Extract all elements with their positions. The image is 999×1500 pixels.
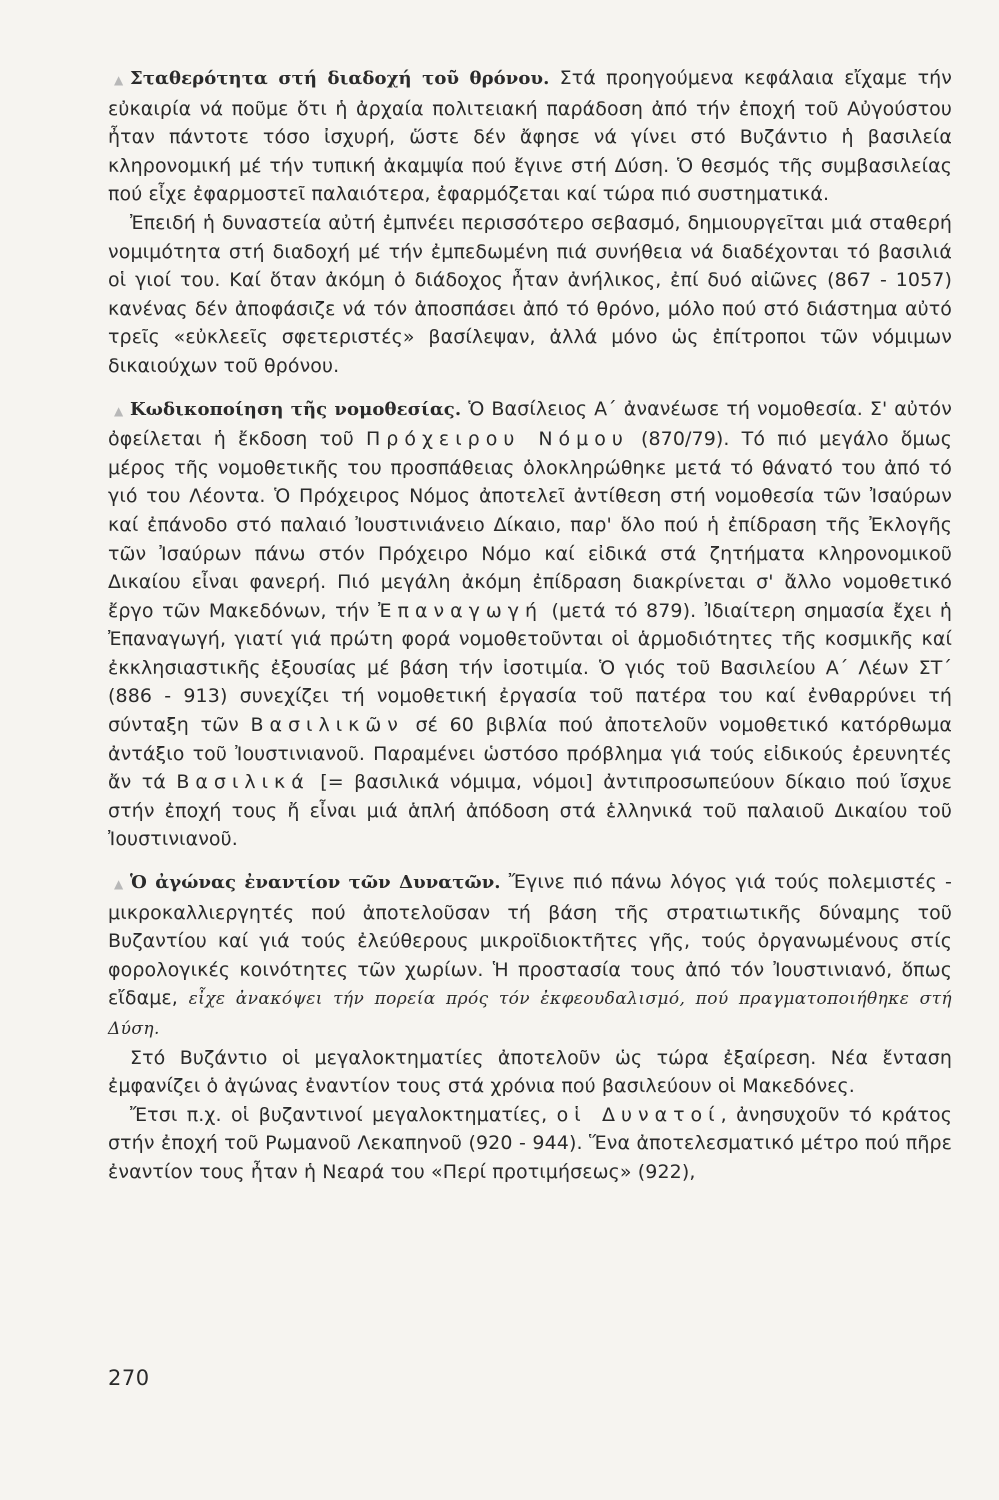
triangle-marker-icon: ▲ xyxy=(114,877,124,892)
triangle-marker-icon: ▲ xyxy=(114,403,124,418)
section-dynatoi xyxy=(108,868,952,1044)
triangle-marker-icon: ▲ xyxy=(114,73,124,87)
section-succession xyxy=(108,64,952,209)
text-legislation-4: σέ 60 βιβλία πού ἀποτελοῦν νομοθετικό κατόρθωμα ἀντάξιο τοῦ Ἰουστινιανοῦ. Παραμένει ὡστόσο πρόβλημα γιά τούς εἰδικούς ἐρευνητές ἄν τά xyxy=(108,714,952,794)
text-succession-1: Στά προηγούμενα κεφάλαια εἴχαμε τήν εὐκαιρία νά ποῦμε ὅτι ἡ ἀρχαία πολιτειακή παράδοση ἀπό τήν ἐποχή τοῦ Αὐγούστου ἦταν πάντοτε τόσο ἰσχυρή, ὥστε δέν ἄφησε νά γίνει στό Βυζάντιο ἡ βασιλεία κληρονομική μέ τήν τυπική ἀκαμψία πού ἔγινε στή Δύση. Ὁ θεσμός τῆς συμβασιλείας πού εἶχε ἐφαρμοστεῖ παλαιότερα, ἐφαρμόζεται καί τώρα πιό συστηματικά. xyxy=(108,67,952,206)
text-legislation-2: (870/79). Τό πιό μεγάλο ὅμως μέρος τῆς νομοθετικῆς του προσπάθειας ὁλοκληρώθηκε μετά τό θάνατό του ἀπό τό γιό του Λέοντα. Ὁ Πρόχειρος Νόμος ἀποτελεῖ ἀντίθεση στή νομοθεσία τῶν Ἰσαύρων καί ἐπάνοδο στό παλαιό Ἰουστινιάνειο Δίκαιο, παρ' ὅλο πού ἡ ἐπίδραση τῆς Ἐκλογῆς τῶν Ἰσαύρων πάνω στόν Πρόχειρο Νόμο καί εἰδικά στά ζητήματα κληρονομικοῦ Δικαίου εἶναι φανερή. Πιό μεγάλη ἀκόμη ἐπίδραση διακρίνεται σ' ἄλλο νομοθετικό ἔργο τῶν Μακεδόνων, τήν xyxy=(108,428,952,622)
paragraph-dynasty: Ἐπειδή ἡ δυναστεία αὐτή ἐμπνέει περισσότερο σεβασμό, δημιουργεῖται μιά σταθερή νομιμότητα στή διαδοχή μέ τήν ἐμπεδωμένη πιά συνήθεια νά διαδέχονται τό βασιλιά οἱ γιοί του. Καί ὅταν ἀκόμη ὁ διάδοχος ἦταν ἀνήλικος, ἐπί δυό αἰῶνες (867 - 1057) κανένας δέν ἀποφάσιζε νά τόν ἀποσπάσει ἀπό τό θρόνο, μόλο πού στό διάστημα αὐτό τρεῖς «εὐκλεεῖς σφετεριστές» βασίλεψαν, ἀλλά μόνο ὡς ἐπίτροποι τῶν νόμιμων δικαιούχων τοῦ θρόνου. xyxy=(108,211,952,377)
paragraph-landowners: Στό Βυζάντιο οἱ μεγαλοκτηματίες ἀποτελοῦν ὡς τώρα ἐξαίρεση. Νέα ἔνταση ἐμφανίζει ὁ ἀγώνας ἐναντίον τους στά χρόνια πού βασιλεύουν οἱ Μακεδόνες. xyxy=(108,1046,952,1098)
text-legislation-1: Ὁ Βασίλειος Α΄ ἀνανέωσε τή νομοθεσία. Σ' αὐτόν ὀφείλεται ἡ ἔκδοση τοῦ xyxy=(108,397,952,451)
page-number: 270 xyxy=(108,1366,150,1390)
term-epanagoge: Ἐπαναγωγή xyxy=(378,599,544,622)
heading-dynatoi: Ὁ ἀγώνας ἐναντίον τῶν Δυνατῶν. xyxy=(130,872,501,894)
page-body xyxy=(108,64,952,1187)
term-basilika-2: Βασιλικά xyxy=(176,771,310,794)
text-romanos-1: Ἔτσι π.χ. οἱ βυζαντινοί μεγαλοκτηματίες, xyxy=(130,1103,557,1126)
section-legislation xyxy=(108,395,952,855)
text-legislation-3: (μετά τό 879). Ἰδιαίτερη σημασία ἔχει ἡ Ἐπαναγωγή, γιατί γιά πρώτη φορά νομοθετοῦνται οἱ ἁρμοδιότητες τῆς κοσμικῆς καί ἐκκλησιαστικῆς ἐξουσίας μέ βάση τήν ἰσοτιμία. Ὁ γιός τοῦ Βασιλείου Α΄ Λέων ΣΤ΄ (886 - 913) συνεχίζει τή νομοθετική ἐργασία τοῦ πατέρα του καί ἐνθαρρύνει τή σύνταξη τῶν xyxy=(108,599,952,737)
heading-succession: Σταθερότητα στή διαδοχή τοῦ θρόνου. xyxy=(130,68,550,89)
text-dynatoi-1: Ἔγινε πιό πάνω λόγος γιά τούς πολεμιστές - μικροκαλλιεργητές πού ἀποτελοῦσαν τή βάση τῆς στρατιωτικῆς δύναμης τοῦ Βυζαντίου καί γιά τούς ἐλεύθερους μικροϊδιοκτῆτες γῆς, τούς ὀργανωμένους στίς φορολογικές κοινότητες τῶν χωρίων. Ἡ προστασία τους ἀπό τόν Ἰουστινιανό, ὅπως εἴδαμε, xyxy=(108,871,952,1010)
term-dynatoi: οἱ Δυνατοί xyxy=(556,1103,721,1126)
paragraph-romanos xyxy=(108,1101,952,1187)
text-legislation-5: [= βασιλικά νόμιμα, νόμοι] ἀντιπροσωπεύουν δίκαιο πού ἴσχυε στήν ἐποχή τους ἤ εἶναι μιά ἁπλή ἀπόδοση στά ἑλληνικά τοῦ παλαιοῦ Δικαίου τοῦ Ἰουστινιανοῦ. xyxy=(108,771,952,851)
italic-passage: εἶχε ἀνακόψει τήν πορεία πρός τόν ἐκφεουδαλισμό, πού πραγματοποιήθηκε στή Δύση. xyxy=(108,989,952,1039)
text-romanos-2: , ἀνησυχοῦν τό κράτος στήν ἐποχή τοῦ Ρωμανοῦ Λεκαπηνοῦ (920 - 944). Ἕνα ἀποτελεσματικό μέτρο πού πῆρε ἐναντίον τους ἦταν ἡ Νεαρά του «Περί προτιμήσεως» (922), xyxy=(108,1103,952,1183)
term-procheiros-nomos: Πρόχειρου Νόμου xyxy=(365,428,629,451)
term-basilika-1: Βασιλικῶν xyxy=(250,714,404,737)
heading-legislation: Κωδικοποίηση τῆς νομοθεσίας. xyxy=(130,398,462,420)
